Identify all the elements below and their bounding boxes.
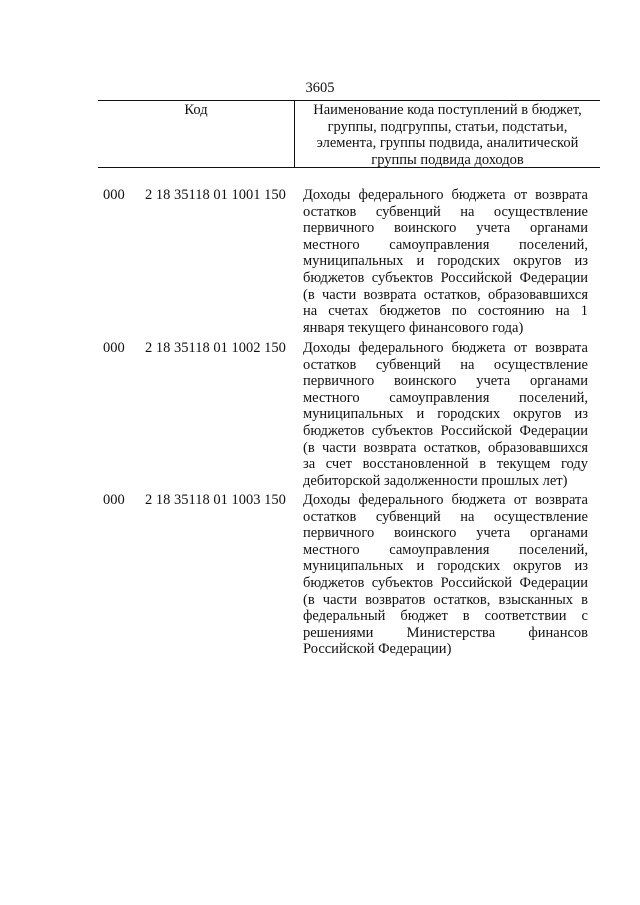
revenue-description: Доходы федерального бюджета от возврата остатков субвенций на осуществление первичного воинского учета органами местного самоуправления поселений, муниципальных и городских округов из бюджетов субъектов Российской Федерации (в части возвратов остатков, взысканных в федеральный бюджет в соответствии с решениями Министерства финансов Российской Федерации)	[303, 492, 588, 658]
admin-code: 000	[103, 340, 125, 356]
header-code-column: Код	[98, 101, 295, 167]
revenue-code: 2 18 35118 01 1001 150	[145, 187, 286, 203]
revenue-code: 2 18 35118 01 1003 150	[145, 492, 286, 508]
admin-code: 000	[103, 492, 125, 508]
revenue-description: Доходы федерального бюджета от возврата остатков субвенций на осуществление первичного воинского учета органами местного самоуправления поселений, муниципальных и городских округов из бюджетов субъектов Российской Федерации (в части возврата остатков, образовавшихся за счет восстановленной в текущем году дебиторской задолженности прошлых лет)	[303, 340, 588, 489]
admin-code: 000	[103, 187, 125, 203]
revenue-code: 2 18 35118 01 1002 150	[145, 340, 286, 356]
table-header	[98, 100, 600, 168]
revenue-description: Доходы федерального бюджета от возврата остатков субвенций на осуществление первичного воинского учета органами местного самоуправления поселений, муниципальных и городских округов из бюджетов субъектов Российской Федерации (в части возврата остатков, образовавшихся на счетах бюджетов по состоянию на 1 января текущего финансового года)	[303, 187, 588, 336]
page-number: 3605	[305, 80, 335, 96]
header-name-column: Наименование кода поступлений в бюджет, группы, подгруппы, статьи, подстатьи, элемента, группы подвида, аналитической группы подвида доходов	[313, 102, 582, 168]
